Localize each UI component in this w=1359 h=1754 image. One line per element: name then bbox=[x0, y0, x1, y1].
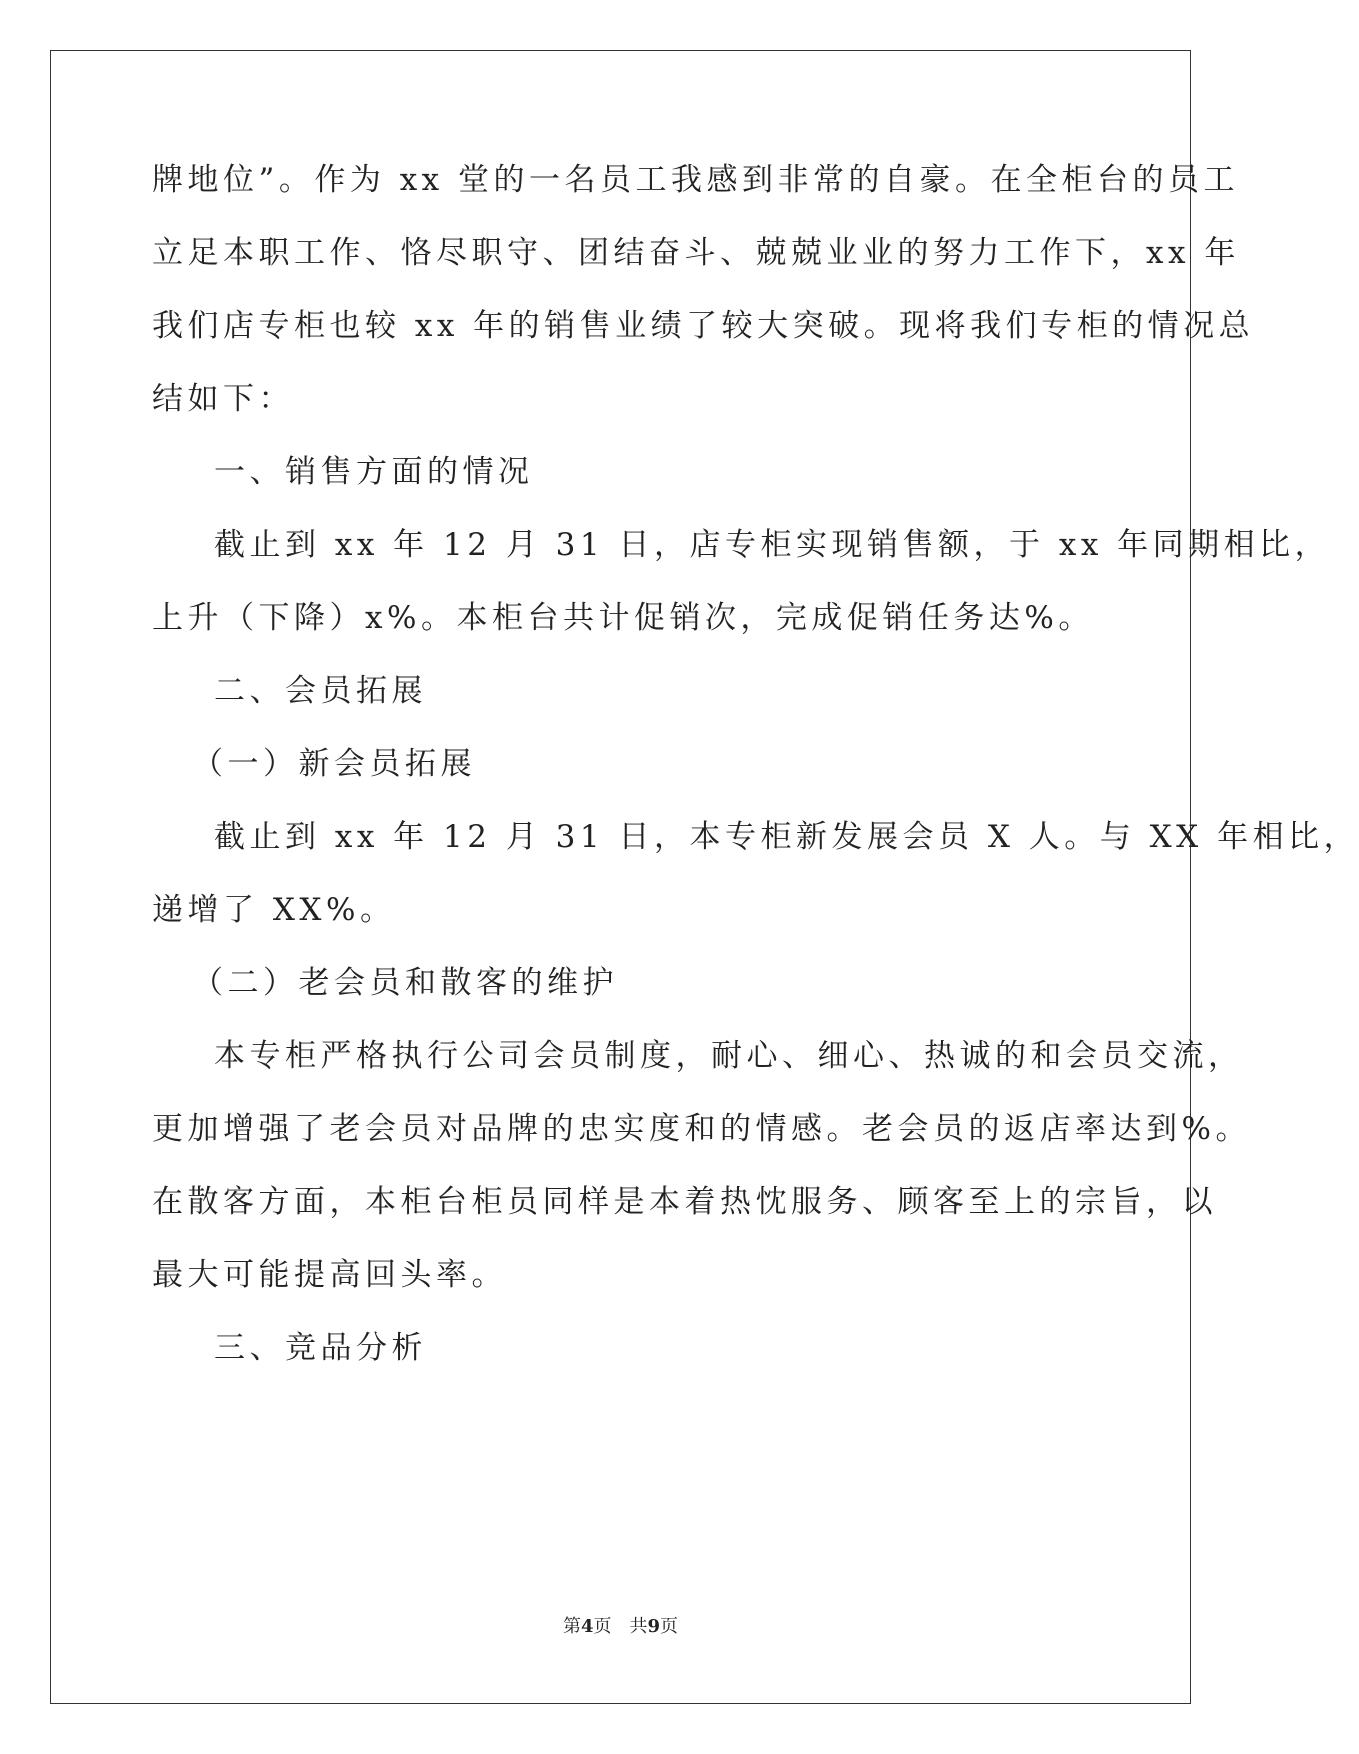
paragraph-line: 截止到 xx 年 12 月 31 日，店专柜实现销售额，于 xx 年同期相比， bbox=[214, 527, 1331, 563]
paragraph-line: 在散客方面，本柜台柜员同样是本着热忱服务、顾客至上的宗旨，以 bbox=[152, 1184, 1217, 1220]
subsection-heading: （二）老会员和散客的维护 bbox=[192, 965, 618, 1001]
footer-middle: 页 共 bbox=[593, 1616, 648, 1637]
section-heading: 二、会员拓展 bbox=[214, 673, 427, 709]
footer-suffix: 页 bbox=[660, 1616, 679, 1637]
total-pages-number: 9 bbox=[647, 1616, 661, 1637]
paragraph-line: 更加增强了老会员对品牌的忠实度和的情感。老会员的返店率达到%。 bbox=[152, 1111, 1251, 1147]
paragraph-line: 最大可能提高回头率。 bbox=[152, 1257, 507, 1293]
section-heading: 三、竞品分析 bbox=[214, 1330, 427, 1366]
page-footer bbox=[0, 1612, 1241, 1638]
paragraph-line: 递增了 XX%。 bbox=[152, 892, 396, 928]
footer-prefix: 第 bbox=[562, 1616, 581, 1637]
subsection-heading: （一）新会员拓展 bbox=[192, 746, 476, 782]
paragraph-line: 结如下： bbox=[152, 381, 294, 417]
paragraph-line: 截止到 xx 年 12 月 31 日，本专柜新发展会员 X 人。与 XX 年相比， bbox=[214, 819, 1359, 855]
paragraph-line: 牌地位”。作为 xx 堂的一名员工我感到非常的自豪。在全柜台的员工 bbox=[152, 162, 1240, 198]
section-heading: 一、销售方面的情况 bbox=[214, 454, 534, 490]
page-border bbox=[50, 50, 1191, 1704]
current-page-number: 4 bbox=[580, 1616, 594, 1637]
paragraph-line: 我们店专柜也较 xx 年的销售业绩了较大突破。现将我们专柜的情况总 bbox=[152, 308, 1255, 344]
paragraph-line: 本专柜严格执行公司会员制度，耐心、细心、热诚的和会员交流， bbox=[214, 1038, 1244, 1074]
paragraph-line: 上升（下降）x%。本柜台共计促销次，完成促销任务达%。 bbox=[152, 600, 1094, 636]
paragraph-line: 立足本职工作、恪尽职守、团结奋斗、兢兢业业的努力工作下，xx 年 bbox=[152, 235, 1240, 271]
